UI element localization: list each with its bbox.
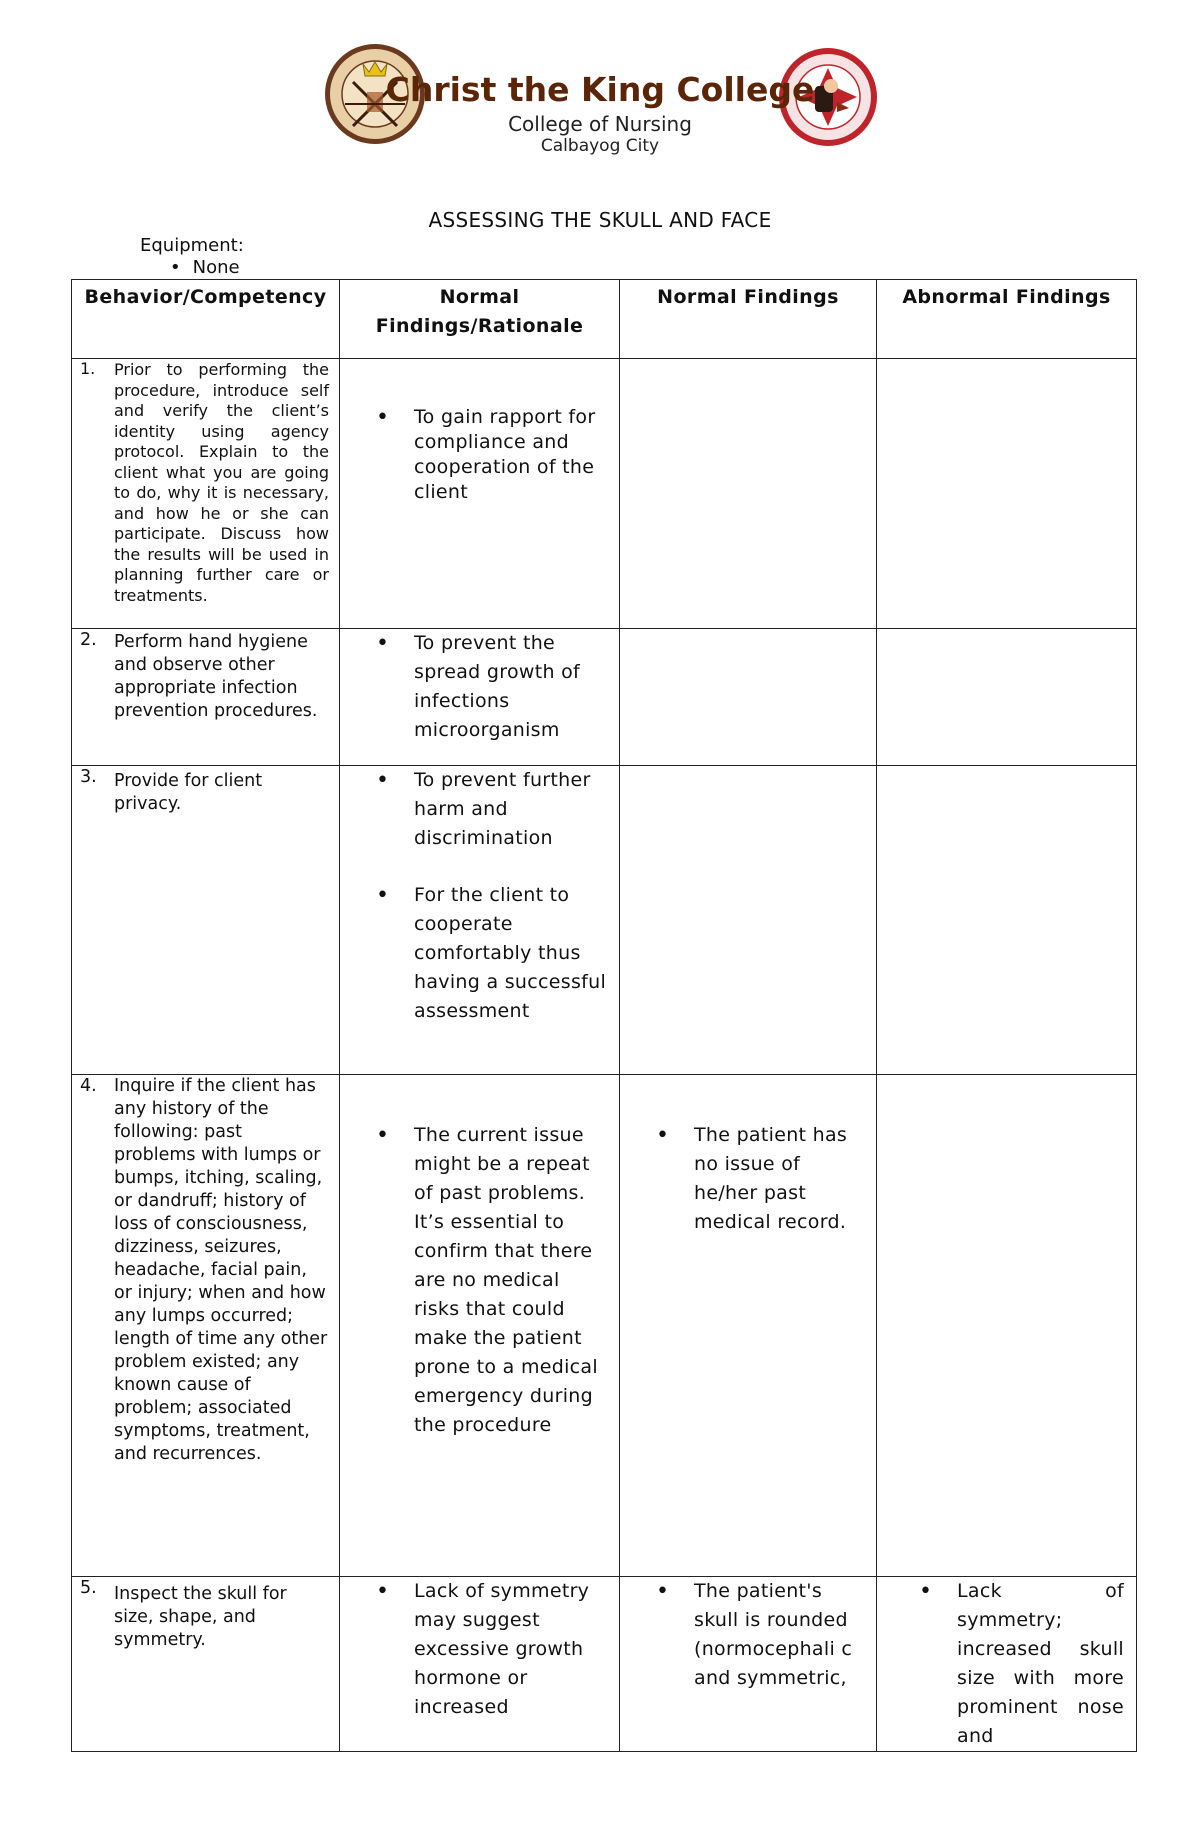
rationale-item: • The current issue might be a repeat of past problems. It’s essential to confirm that there are no medical risks that could make the patient prone to a medical emergency during the procedure (376, 1121, 611, 1440)
rationale-cell (340, 629, 620, 766)
behavior-cell (72, 629, 340, 766)
normal-findings-cell (620, 629, 877, 766)
normal-findings-cell (620, 1577, 877, 1752)
behavior-text: Provide for client privacy. (114, 771, 263, 814)
normal-findings-cell (620, 1075, 877, 1577)
behavior-cell (72, 359, 340, 629)
behavior-text: Inquire if the client has any history of the following: past problems with lumps or bumps, itching, scaling, or dandruff; history of loss of consciousness, dizziness, seizures, headache, facial pain, or injury; when and how any lumps occurred; length of time any other problem existed; any known cause of problem; associated symptoms, treatment, and recurrences. (114, 1076, 328, 1464)
step-number: 4. (80, 1076, 97, 1096)
equipment-label: Equipment: (140, 235, 244, 256)
behavior-cell (72, 1075, 340, 1577)
header-abnormal-findings: Abnormal Findings (877, 280, 1137, 359)
table-row (72, 359, 1137, 629)
equipment-item: • None (192, 257, 244, 279)
table-row (72, 1577, 1137, 1752)
document-title: ASSESSING THE SKULL AND FACE (428, 208, 772, 232)
college-name: Christ the King College (385, 70, 815, 109)
behavior-text: Inspect the skull for size, shape, and symmetry. (114, 1584, 287, 1650)
behavior-cell (72, 766, 340, 1075)
header-behavior: Behavior/Competency (72, 280, 340, 359)
abnormal-findings-cell (877, 1075, 1137, 1577)
letterhead (0, 40, 1200, 160)
department-name: College of Nursing (508, 112, 692, 136)
equipment-section (140, 235, 244, 279)
rationale-item: • To prevent the spread growth of infections microorganism (376, 629, 611, 745)
rationale-cell (340, 766, 620, 1075)
college-city: Calbayog City (540, 136, 660, 156)
rationale-item: • For the client to cooperate comfortably thus having a successful assessment (376, 881, 611, 1026)
step-number: 2. (80, 630, 97, 650)
rationale-item: • Lack of symmetry may suggest excessive growth hormone or increased (376, 1577, 611, 1722)
table-row (72, 1075, 1137, 1577)
step-number: 1. (80, 359, 96, 378)
table-row (72, 766, 1137, 1075)
behavior-text: Perform hand hygiene and observe other appropriate infection prevention procedures. (114, 632, 318, 721)
abnormal-findings-cell (877, 629, 1137, 766)
header-normal-findings: Normal Findings (620, 280, 877, 359)
abnormal-findings-cell (877, 1577, 1137, 1752)
table-header-row (72, 280, 1137, 359)
rationale-cell (340, 1075, 620, 1577)
behavior-text: Prior to performing the procedure, introduce self and verify the client’s identity using agency protocol. Explain to the client what you are going to do, why it is necessary, and how he or she can participate. Discuss how the results will be used in planning further care or treatments. (114, 360, 329, 605)
normal-findings-cell (620, 359, 877, 629)
rationale-item: • To prevent further harm and discrimination (376, 766, 611, 853)
rationale-cell (340, 359, 620, 629)
equipment-list (140, 257, 244, 279)
table-row (72, 629, 1137, 766)
abnormal-findings-cell (877, 766, 1137, 1075)
rationale-cell (340, 1577, 620, 1752)
step-number: 5. (80, 1578, 97, 1598)
header-rationale: Normal Findings/Rationale (340, 280, 620, 359)
behavior-cell (72, 1577, 340, 1752)
abnormal-finding-item: • Lack of symmetry; increased skull size with more prominent nose and (919, 1577, 1124, 1751)
abnormal-findings-cell (877, 359, 1137, 629)
assessment-table (71, 279, 1137, 1752)
rationale-item: • To gain rapport for compliance and cooperation of the client (376, 405, 611, 505)
normal-findings-cell (620, 766, 877, 1075)
normal-finding-item: • The patient's skull is rounded (normocephali c and symmetric, (656, 1577, 868, 1693)
step-number: 3. (80, 767, 97, 787)
normal-finding-item: • The patient has no issue of he/her past medical record. (656, 1121, 868, 1237)
